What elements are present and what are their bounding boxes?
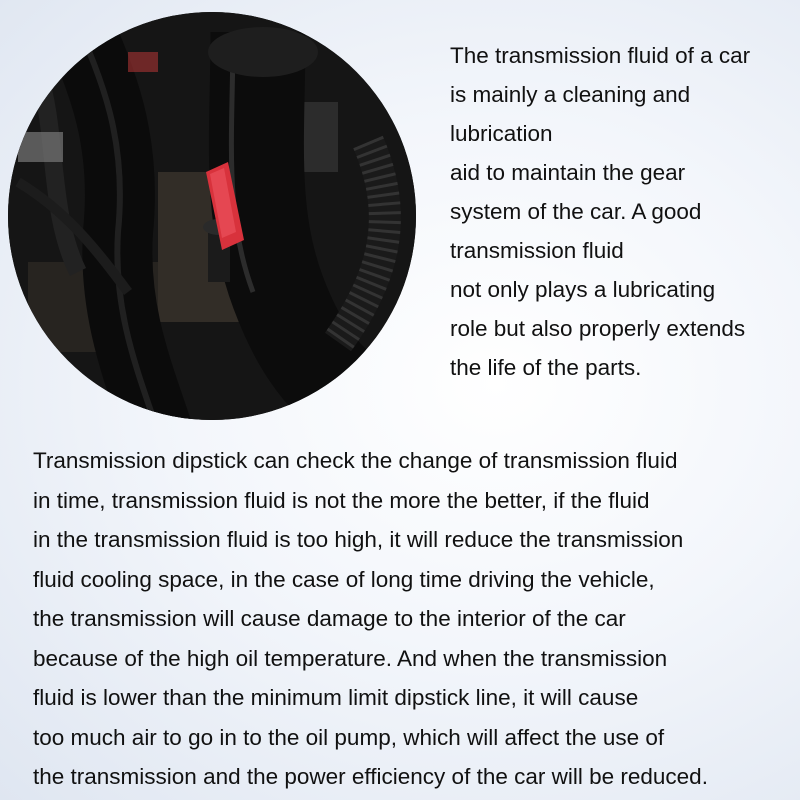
intro-line: not only plays a lubricating [450, 277, 716, 302]
body-line: Transmission dipstick can check the change of transmission fluid [33, 448, 678, 473]
intro-line: the life of the parts. [450, 355, 642, 380]
body-line: in time, transmission fluid is not the more the better, if the fluid [33, 487, 650, 513]
body-line: the transmission will cause damage to the interior of the car [33, 606, 626, 631]
engine-bay-illustration [8, 12, 416, 420]
body-line: the transmission and the power efficiency of the car will be reduced. [33, 764, 708, 789]
body-line: in the transmission fluid is too high, it will reduce the transmission [33, 527, 684, 552]
intro-line: system of the car. A good [450, 199, 702, 224]
intro-paragraph [450, 36, 795, 387]
intro-line: aid to maintain the gear [450, 160, 686, 185]
body-line: fluid is lower than the minimum limit dipstick line, it will cause [33, 685, 639, 710]
body-line: because of the high oil temperature. And when the transmission [33, 645, 668, 671]
dipstick-paragraph [33, 441, 795, 797]
intro-line: The transmission fluid of a car [450, 43, 751, 68]
body-line: fluid cooling space, in the case of long time driving the vehicle, [33, 566, 655, 592]
engine-bay-photo [8, 12, 416, 420]
body-line: too much air to go in to the oil pump, which will affect the use of [33, 724, 665, 750]
intro-line: transmission fluid [450, 238, 624, 263]
intro-line: lubrication [450, 121, 553, 146]
intro-line: role but also properly extends [450, 316, 746, 341]
intro-line: is mainly a cleaning and [450, 82, 691, 107]
